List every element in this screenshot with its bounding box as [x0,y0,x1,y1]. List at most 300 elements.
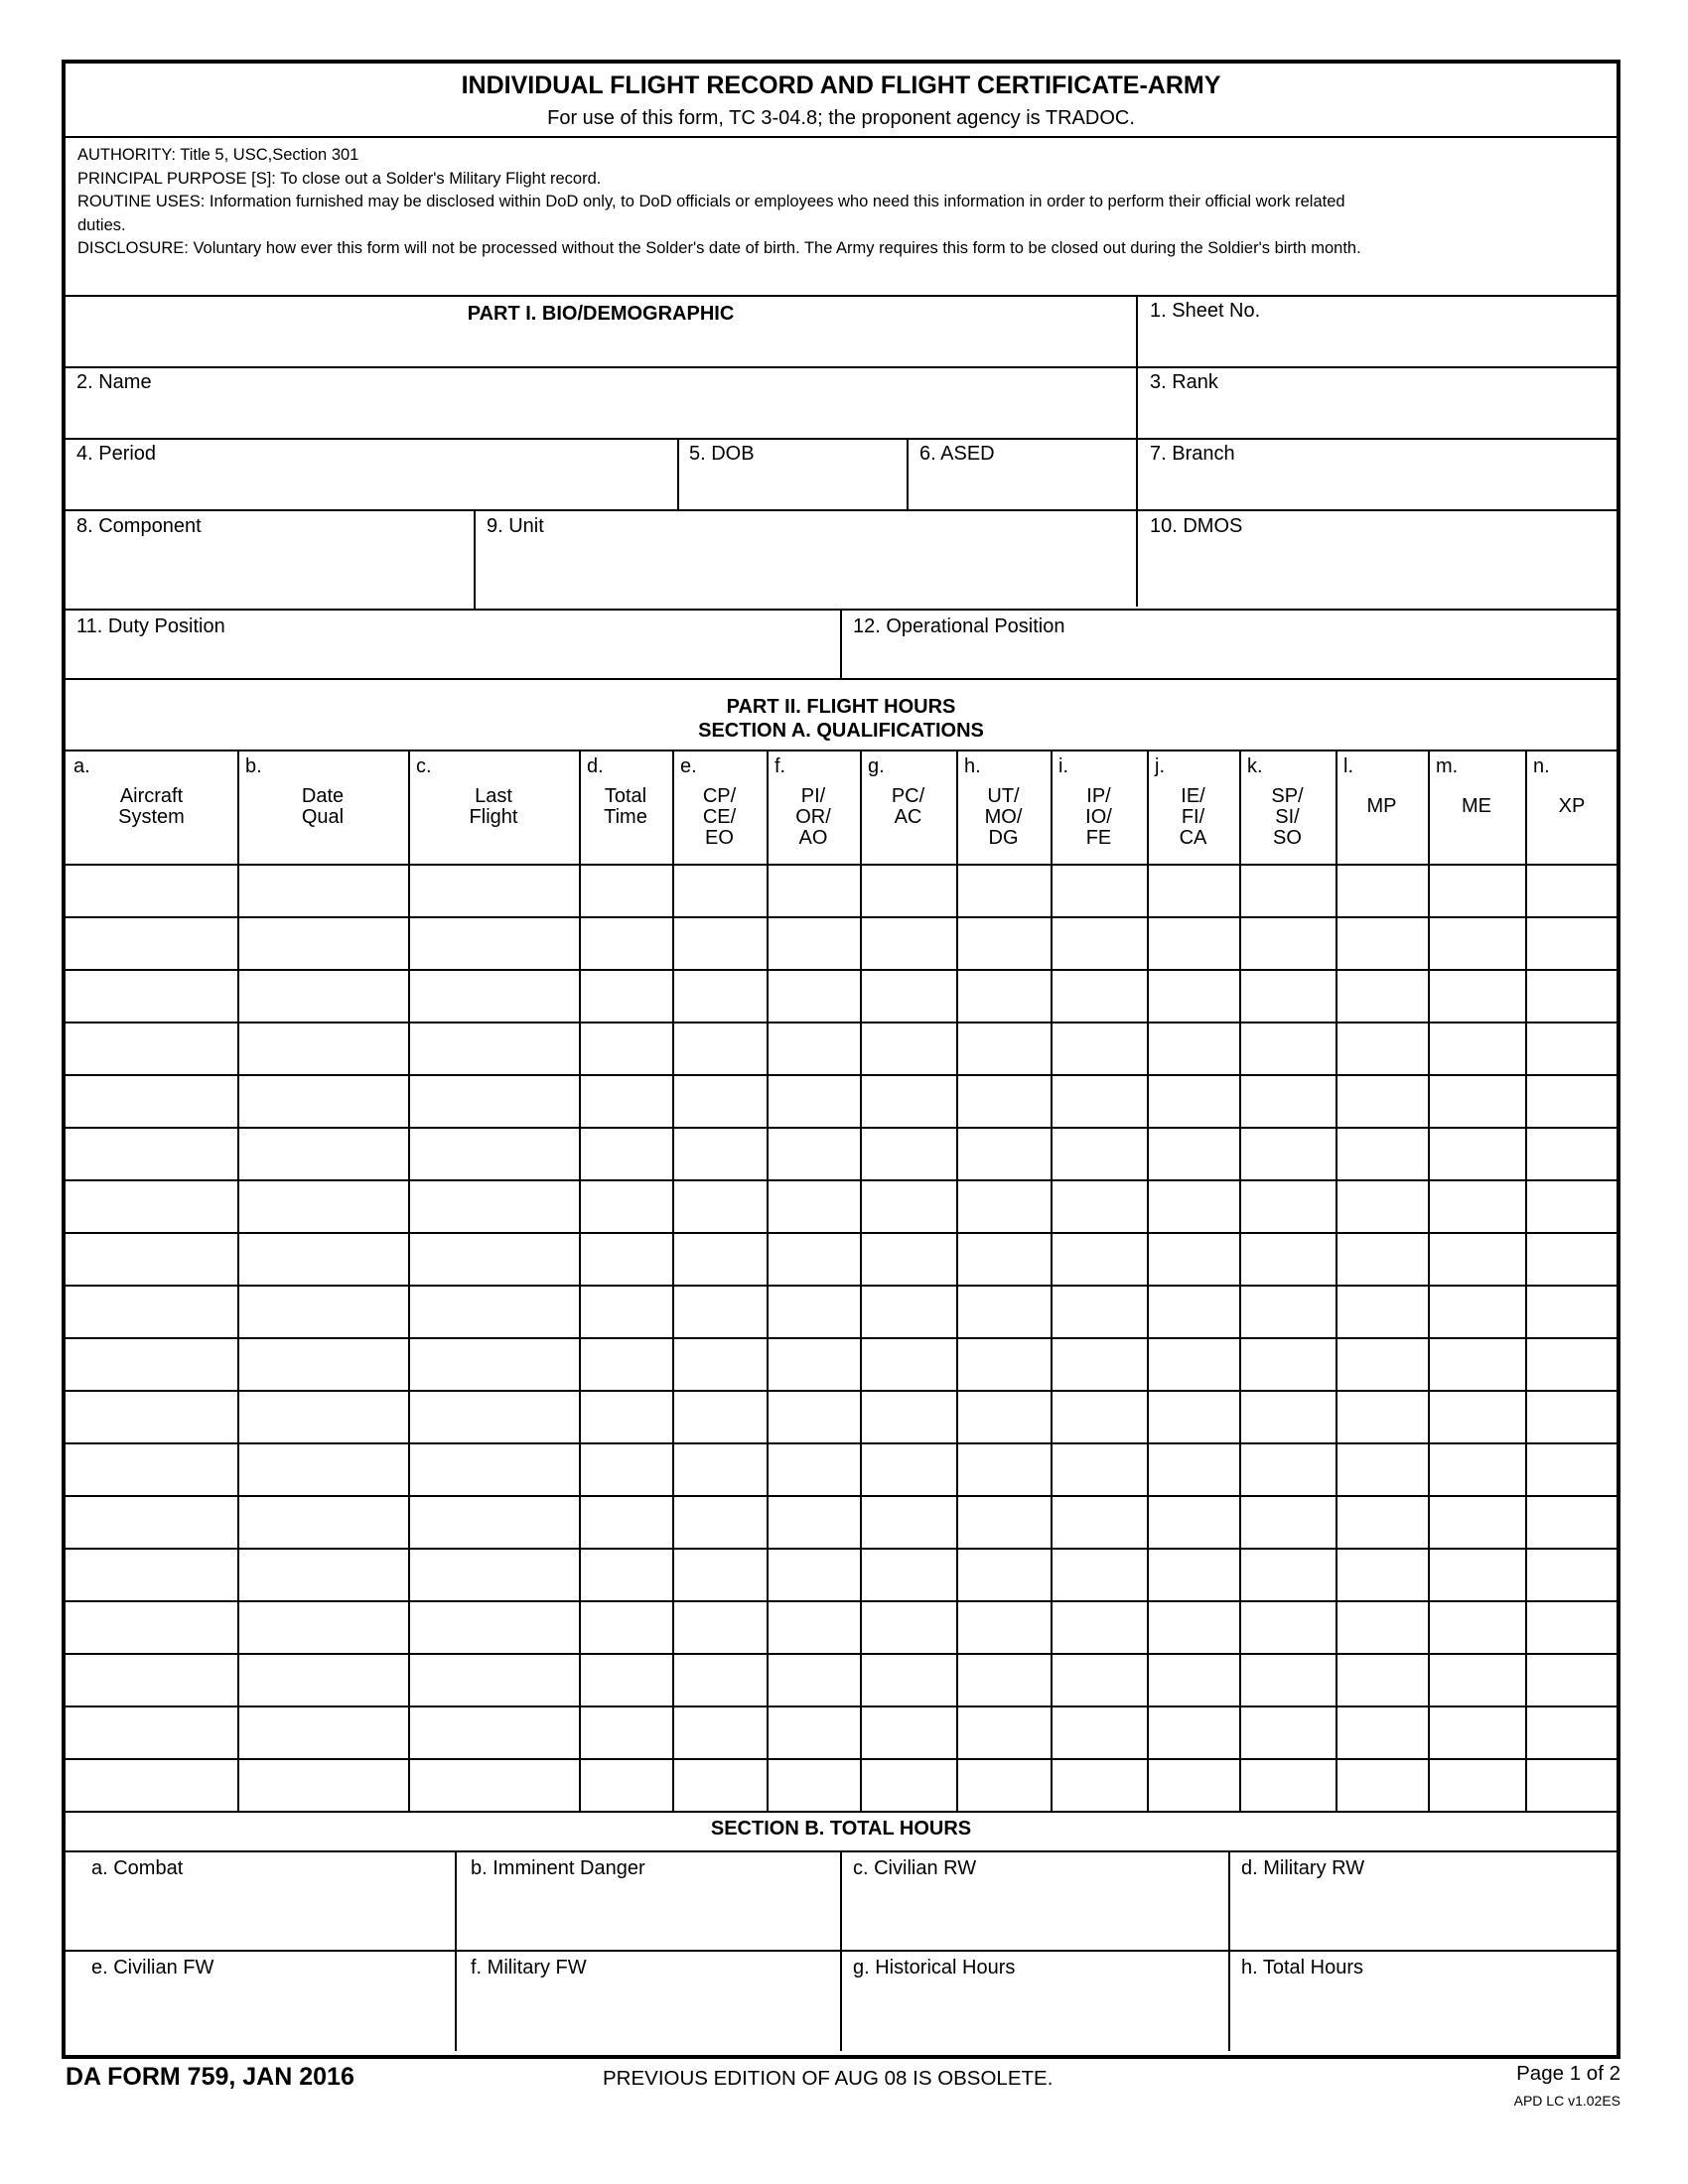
qualification-cell[interactable] [674,1760,766,1810]
qualification-cell[interactable] [1430,1550,1524,1599]
column-header [672,756,767,864]
component-field[interactable]: 8. Component [76,515,202,537]
qualification-cell[interactable] [769,918,859,968]
qualification-cell[interactable] [1149,1024,1238,1073]
qualification-cell[interactable] [1053,866,1146,915]
ased-field[interactable]: 6. ASED [919,443,995,465]
qualification-cell[interactable] [1430,918,1524,968]
qualification-cell[interactable] [862,1550,955,1599]
combat-hours-field[interactable]: a. Combat [91,1857,184,1879]
qualification-cell[interactable] [1527,1129,1618,1178]
qualification-cell[interactable] [581,1181,671,1231]
qualification-cell[interactable] [410,1444,578,1494]
qualification-cell[interactable] [581,1550,671,1599]
qualification-cell[interactable] [68,1181,236,1231]
qualification-cell[interactable] [1430,1760,1524,1810]
qualification-cell[interactable] [1527,1602,1618,1652]
qualification-cell[interactable] [1149,1129,1238,1178]
qualification-cell[interactable] [1527,1655,1618,1705]
qualification-cell[interactable] [862,971,955,1021]
qualification-cell[interactable] [581,971,671,1021]
qualification-cell[interactable] [769,1076,859,1126]
qualification-cell[interactable] [958,1287,1050,1336]
qualification-cell[interactable] [410,1181,578,1231]
qualification-cell[interactable] [581,1602,671,1652]
qualification-cell[interactable] [1241,1024,1335,1073]
qualification-cell[interactable] [1430,1497,1524,1547]
qualification-cell[interactable] [581,918,671,968]
qualification-cell[interactable] [958,1076,1050,1126]
qualification-cell[interactable] [1149,1287,1238,1336]
qualification-cell[interactable] [68,866,236,915]
qualification-cell[interactable] [1337,1181,1427,1231]
qualification-cell[interactable] [1241,1707,1335,1757]
qualification-cell[interactable] [769,1181,859,1231]
qualification-cell[interactable] [862,1287,955,1336]
qualification-cell[interactable] [862,1602,955,1652]
military-fw-hours-field[interactable]: f. Military FW [471,1957,587,1979]
qualification-cell[interactable] [1430,1392,1524,1441]
historical-hours-field[interactable]: g. Historical Hours [853,1957,1016,1979]
qualification-cell[interactable] [1337,1707,1427,1757]
qualification-cell[interactable] [1527,971,1618,1021]
qualification-cell[interactable] [581,1129,671,1178]
qualification-cell[interactable] [1053,1076,1146,1126]
column-header [1239,756,1336,864]
qualification-cell[interactable] [581,1444,671,1494]
column-header [1336,756,1428,864]
dmos-field[interactable]: 10. DMOS [1150,515,1243,537]
qualification-cell[interactable] [68,1287,236,1336]
qualification-cell[interactable] [1337,1392,1427,1441]
qualification-cell[interactable] [410,1024,578,1073]
qualification-cell[interactable] [581,1392,671,1441]
qualification-cell[interactable] [862,1444,955,1494]
qualification-cell[interactable] [958,1129,1050,1178]
qualification-cell[interactable] [958,1497,1050,1547]
qualification-cell[interactable] [958,1024,1050,1073]
name-field[interactable]: 2. Name [76,371,152,393]
qualification-cell[interactable] [581,1655,671,1705]
qualification-cell[interactable] [958,1392,1050,1441]
section-a-heading: SECTION A. QUALIFICATIONS [698,720,984,742]
qualification-cell[interactable] [1430,1181,1524,1231]
qualification-cell[interactable] [1053,1234,1146,1284]
qualification-cell[interactable] [1527,918,1618,968]
qualification-cell[interactable] [68,971,236,1021]
qualification-cell[interactable] [1241,1655,1335,1705]
qualification-cell[interactable] [1527,1760,1618,1810]
column-label: Last Flight [469,785,518,828]
qualification-cell[interactable] [674,1550,766,1599]
qualification-cell[interactable] [1430,1707,1524,1757]
qualification-cell[interactable] [1241,1181,1335,1231]
qualification-cell[interactable] [862,918,955,968]
qualification-cell[interactable] [862,1760,955,1810]
qualification-cell[interactable] [1430,1234,1524,1284]
qualification-cell[interactable] [1053,1129,1146,1178]
qualification-cell[interactable] [1241,1444,1335,1494]
qualification-cell[interactable] [862,1707,955,1757]
qualification-cell[interactable] [1241,1550,1335,1599]
disclosure-text: DISCLOSURE: Voluntary how ever this form will not be processed without the Solder's date of birth. The Army requires this form to be closed out during the Soldier's birth month. [77,239,1361,257]
qualification-cell[interactable] [1430,1444,1524,1494]
qualification-cell[interactable] [674,1497,766,1547]
qualification-cell[interactable] [239,1760,407,1810]
qualification-cell[interactable] [1149,971,1238,1021]
qualification-cell[interactable] [239,1129,407,1178]
qualification-cell[interactable] [958,1444,1050,1494]
qualification-cell[interactable] [1149,918,1238,968]
qualification-cell[interactable] [1527,1444,1618,1494]
qualification-cell[interactable] [410,1234,578,1284]
qualification-cell[interactable] [1527,1234,1618,1284]
column-label: Total Time [604,785,647,828]
qualification-cell[interactable] [1053,1287,1146,1336]
qualification-cell[interactable] [674,1234,766,1284]
routine-uses-text: ROUTINE USES: Information furnished may be disclosed within DoD only, to DoD officials or employees who need this information in order to perform their official work related [77,193,1345,210]
branch-field[interactable]: 7. Branch [1150,443,1235,465]
qualification-cell[interactable] [1527,1497,1618,1547]
qualification-cell[interactable] [769,1444,859,1494]
qualification-cell[interactable] [769,866,859,915]
qualification-cell[interactable] [769,1655,859,1705]
qualification-cell[interactable] [769,1392,859,1441]
qualification-cell[interactable] [674,971,766,1021]
qualification-cell[interactable] [769,1024,859,1073]
column-letter: f. [774,755,786,777]
qualification-cell[interactable] [1241,1339,1335,1389]
qualification-cell[interactable] [769,1129,859,1178]
qualification-cell[interactable] [1053,1339,1146,1389]
qualification-cell[interactable] [1149,1550,1238,1599]
qualification-cell[interactable] [1527,1339,1618,1389]
qualification-cell[interactable] [674,918,766,968]
qualification-cell[interactable] [410,971,578,1021]
qualification-cell[interactable] [958,1234,1050,1284]
qualification-cell[interactable] [1337,1024,1427,1073]
qualification-cell[interactable] [1149,1655,1238,1705]
qualification-cell[interactable] [1430,1129,1524,1178]
qualification-cell[interactable] [68,1129,236,1178]
qualification-cell[interactable] [581,866,671,915]
qualification-cell[interactable] [410,1707,578,1757]
qualification-cell[interactable] [410,1339,578,1389]
column-header [66,756,237,864]
qualification-cell[interactable] [1241,918,1335,968]
qualification-cell[interactable] [239,1024,407,1073]
qualification-cell[interactable] [769,1339,859,1389]
qualification-cell[interactable] [68,1076,236,1126]
qualification-cell[interactable] [1241,1287,1335,1336]
qualification-cell[interactable] [958,1707,1050,1757]
operational-position-field[interactable]: 12. Operational Position [853,615,1065,637]
qualification-cell[interactable] [410,1655,578,1705]
column-letter: e. [680,755,697,777]
column-label: IP/ IO/ FE [1085,785,1112,849]
qualification-cell[interactable] [410,1129,578,1178]
qualification-cell[interactable] [674,1339,766,1389]
dob-field[interactable]: 5. DOB [689,443,755,465]
qualification-cell[interactable] [1149,1602,1238,1652]
qualification-cell[interactable] [674,1602,766,1652]
qualification-cell[interactable] [1337,1602,1427,1652]
qualification-cell[interactable] [769,1550,859,1599]
qualification-cell[interactable] [68,1234,236,1284]
qualification-cell[interactable] [1527,1181,1618,1231]
qualification-cell[interactable] [1430,971,1524,1021]
qualification-cell[interactable] [581,1760,671,1810]
qualification-cell[interactable] [769,971,859,1021]
period-field[interactable]: 4. Period [76,443,157,465]
qualification-cell[interactable] [674,866,766,915]
qualification-cell[interactable] [68,1550,236,1599]
qualification-cell[interactable] [239,1550,407,1599]
qualification-cell[interactable] [1430,1076,1524,1126]
column-header [579,756,672,864]
qualification-cell[interactable] [958,1181,1050,1231]
qualification-cell[interactable] [674,1655,766,1705]
qualification-cell[interactable] [769,1760,859,1810]
qualification-cell[interactable] [958,918,1050,968]
qualification-cell[interactable] [1337,1076,1427,1126]
qualification-cell[interactable] [1430,1655,1524,1705]
qualification-cell[interactable] [1527,1076,1618,1126]
qualification-cell[interactable] [581,1287,671,1336]
qualification-cell[interactable] [68,1655,236,1705]
qualification-cell[interactable] [239,1287,407,1336]
column-header [860,756,956,864]
qualification-cell[interactable] [68,1602,236,1652]
qualification-cell[interactable] [1053,1392,1146,1441]
authority-text: AUTHORITY: Title 5, USC,Section 301 [77,146,359,164]
qualification-cell[interactable] [1430,866,1524,915]
qualification-cell[interactable] [1149,1076,1238,1126]
qualification-cell[interactable] [1053,1707,1146,1757]
qualification-cell[interactable] [239,866,407,915]
qualification-cell[interactable] [958,1550,1050,1599]
civilian-rw-hours-field[interactable]: c. Civilian RW [853,1857,977,1879]
column-label: PC/ AC [891,785,925,828]
row-divider [66,1811,1617,1813]
qualification-cell[interactable] [581,1234,671,1284]
qualification-cell[interactable] [1337,1339,1427,1389]
column-header [1147,756,1239,864]
qualification-cell[interactable] [862,1234,955,1284]
qualification-cell[interactable] [1053,1024,1146,1073]
qualification-cell[interactable] [239,971,407,1021]
column-label: SP/ SI/ SO [1271,785,1304,849]
qualification-cell[interactable] [68,1707,236,1757]
qualification-cell[interactable] [68,1760,236,1810]
qualification-cell[interactable] [410,1760,578,1810]
qualification-cell[interactable] [581,1707,671,1757]
qualification-cell[interactable] [1527,866,1618,915]
qualification-cell[interactable] [862,866,955,915]
column-header [1051,756,1147,864]
qualification-cell[interactable] [581,1339,671,1389]
qualification-cell[interactable] [1241,971,1335,1021]
qualification-cell[interactable] [239,918,407,968]
qualification-cell[interactable] [68,1444,236,1494]
qualification-cell[interactable] [1241,1076,1335,1126]
qualification-cell[interactable] [581,1024,671,1073]
qualification-cell[interactable] [1149,1339,1238,1389]
qualification-cell[interactable] [410,1392,578,1441]
qualification-cell[interactable] [674,1181,766,1231]
qualification-cell[interactable] [862,1339,955,1389]
qualification-cell[interactable] [1241,1497,1335,1547]
qualification-cell[interactable] [239,1707,407,1757]
qualification-cell[interactable] [239,1181,407,1231]
qualification-cell[interactable] [1053,1444,1146,1494]
qualification-cell[interactable] [1337,1497,1427,1547]
qualification-cell[interactable] [239,1497,407,1547]
qualification-cell[interactable] [239,1392,407,1441]
qualification-cell[interactable] [239,1076,407,1126]
qualification-cell[interactable] [1241,1392,1335,1441]
military-rw-hours-field[interactable]: d. Military RW [1241,1857,1365,1879]
qualification-cell[interactable] [1430,1339,1524,1389]
qualification-cell[interactable] [1053,1760,1146,1810]
qualification-cell[interactable] [674,1392,766,1441]
qualification-cell[interactable] [239,1234,407,1284]
qualification-cell[interactable] [674,1707,766,1757]
flight-record-form [62,60,1620,2059]
qualification-cell[interactable] [239,1655,407,1705]
qualification-cell[interactable] [1149,866,1238,915]
column-label: IE/ FI/ CA [1179,785,1207,849]
column-letter: g. [868,755,885,777]
qualification-cell[interactable] [68,1392,236,1441]
qualification-cell[interactable] [862,1181,955,1231]
qualification-cell[interactable] [1527,1392,1618,1441]
qualification-cell[interactable] [769,1602,859,1652]
qualification-cell[interactable] [1337,1550,1427,1599]
qualification-cell[interactable] [674,1287,766,1336]
column-letter: i. [1058,755,1068,777]
qualification-cell[interactable] [1337,866,1427,915]
qualification-cell[interactable] [68,1024,236,1073]
qualification-cell[interactable] [410,1602,578,1652]
qualification-cell[interactable] [674,1444,766,1494]
qualification-cell[interactable] [1337,1655,1427,1705]
qualification-cell[interactable] [958,1339,1050,1389]
qualification-cell[interactable] [1241,1760,1335,1810]
qualification-cell[interactable] [1241,1602,1335,1652]
qualification-cell[interactable] [1430,1024,1524,1073]
duty-position-field[interactable]: 11. Duty Position [76,615,225,637]
qualification-cell[interactable] [1337,918,1427,968]
qualification-cell[interactable] [674,1076,766,1126]
qualification-cell[interactable] [1527,1287,1618,1336]
qualification-cell[interactable] [410,866,578,915]
qualification-cell[interactable] [1149,1760,1238,1810]
qualification-cell[interactable] [1337,1234,1427,1284]
qualification-cell[interactable] [1337,1287,1427,1336]
qualification-cell[interactable] [1430,1287,1524,1336]
qualification-cell[interactable] [958,866,1050,915]
qualification-cell[interactable] [239,1602,407,1652]
qualification-cell[interactable] [1337,971,1427,1021]
qualification-cell[interactable] [674,1024,766,1073]
qualification-cell[interactable] [862,1024,955,1073]
qualification-cell[interactable] [1241,1129,1335,1178]
qualification-cell[interactable] [410,1497,578,1547]
total-hours-field[interactable]: h. Total Hours [1241,1957,1364,1979]
qualification-cell[interactable] [958,971,1050,1021]
qualification-cell[interactable] [1053,1655,1146,1705]
qualification-cell[interactable] [410,1287,578,1336]
qualification-cell[interactable] [410,1076,578,1126]
imminent-danger-hours-field[interactable]: b. Imminent Danger [471,1857,645,1879]
qualification-cell[interactable] [1053,1550,1146,1599]
qualification-cell[interactable] [1149,1392,1238,1441]
qualification-cell[interactable] [1527,1707,1618,1757]
qualification-cell[interactable] [1149,1234,1238,1284]
qualification-cell[interactable] [1241,1234,1335,1284]
qualification-cell[interactable] [68,1497,236,1547]
qualification-cell[interactable] [958,1760,1050,1810]
qualification-cell[interactable] [1149,1707,1238,1757]
qualification-cell[interactable] [769,1287,859,1336]
column-letter: d. [587,755,604,777]
qualification-cell[interactable] [1241,866,1335,915]
qualification-cell[interactable] [1337,1129,1427,1178]
qualification-cell[interactable] [410,918,578,968]
qualification-cell[interactable] [769,1497,859,1547]
qualification-cell[interactable] [769,1707,859,1757]
qualification-cell[interactable] [674,1129,766,1178]
qualification-cell[interactable] [1149,1444,1238,1494]
qualification-cell[interactable] [239,1339,407,1389]
qualification-cell[interactable] [1053,1497,1146,1547]
qualification-cell[interactable] [862,1392,955,1441]
principal-purpose-text: PRINCIPAL PURPOSE [S]: To close out a Solder's Military Flight record. [77,169,602,188]
form-title: INDIVIDUAL FLIGHT RECORD AND FLIGHT CERTIFICATE-ARMY [461,71,1221,99]
qualification-cell[interactable] [68,918,236,968]
qualification-cell[interactable] [862,1655,955,1705]
rank-field[interactable]: 3. Rank [1150,371,1218,393]
qualification-cell[interactable] [410,1550,578,1599]
unit-field[interactable]: 9. Unit [487,515,544,537]
qualification-cell[interactable] [1337,1444,1427,1494]
qualification-cell[interactable] [581,1076,671,1126]
qualification-cell[interactable] [1053,918,1146,968]
qualification-cell[interactable] [862,1076,955,1126]
qualification-cell[interactable] [1149,1497,1238,1547]
qualification-cell[interactable] [1053,1181,1146,1231]
sheet-no-field[interactable]: 1. Sheet No. [1150,300,1261,322]
qualification-cell[interactable] [1149,1181,1238,1231]
qualification-cell[interactable] [769,1234,859,1284]
qualification-cell[interactable] [239,1444,407,1494]
qualification-cell[interactable] [1337,1760,1427,1810]
qualification-cell[interactable] [68,1339,236,1389]
qualification-cell[interactable] [1053,971,1146,1021]
qualification-cell[interactable] [862,1129,955,1178]
qualification-cell[interactable] [958,1602,1050,1652]
qualification-cell[interactable] [1527,1024,1618,1073]
qualification-cell[interactable] [1053,1602,1146,1652]
civilian-fw-hours-field[interactable]: e. Civilian FW [91,1957,214,1979]
column-label: UT/ MO/ DG [984,785,1023,849]
qualification-cell[interactable] [958,1655,1050,1705]
qualification-cell[interactable] [1527,1550,1618,1599]
qualification-cell[interactable] [1430,1602,1524,1652]
qualification-cell[interactable] [862,1497,955,1547]
qualification-cell[interactable] [581,1497,671,1547]
